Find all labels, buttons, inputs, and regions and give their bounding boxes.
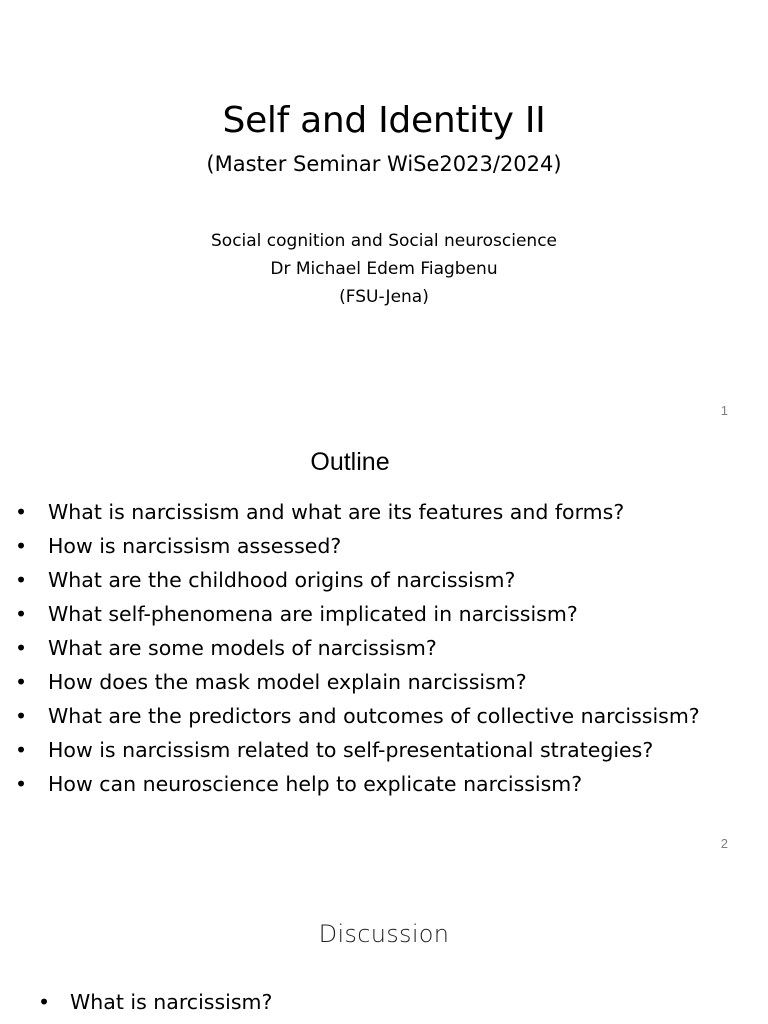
slide-3 bbox=[0, 860, 768, 1024]
list-item bbox=[0, 498, 700, 532]
list-item-text: What is narcissism? bbox=[70, 990, 273, 1014]
list-item bbox=[0, 566, 700, 600]
bullet-icon: • bbox=[15, 568, 28, 592]
list-item-text: What are the predictors and outcomes of collective narcissism? bbox=[48, 704, 700, 728]
institution: (FSU-Jena) bbox=[339, 287, 429, 307]
list-item-text: How is narcissism related to self-presentational strategies? bbox=[48, 738, 654, 762]
bullet-icon: • bbox=[38, 990, 51, 1014]
slide-title: Outline bbox=[310, 448, 390, 476]
slide-subtitle: (Master Seminar WiSe2023/2024) bbox=[206, 152, 562, 176]
course-line: Social cognition and Social neuroscience bbox=[211, 231, 557, 251]
list-item-text: How can neuroscience help to explicate narcissism? bbox=[48, 772, 583, 796]
list-item-text: What self-phenomena are implicated in narcissism? bbox=[48, 602, 578, 626]
slide-title: Discussion bbox=[318, 920, 450, 948]
list-item-text: How is narcissism assessed? bbox=[48, 534, 342, 558]
list-item-text: What is narcissism and what are its features and forms? bbox=[48, 500, 625, 524]
bullet-icon: • bbox=[15, 772, 28, 796]
presenter-info bbox=[0, 227, 768, 311]
bullet-icon: • bbox=[15, 500, 28, 524]
list-item bbox=[0, 770, 700, 804]
page-number: 1 bbox=[720, 403, 728, 418]
bullet-icon: • bbox=[15, 636, 28, 660]
bullet-icon: • bbox=[15, 534, 28, 558]
discussion-list bbox=[0, 988, 272, 1016]
slide-title: Self and Identity II bbox=[222, 100, 546, 141]
list-item-text: What are the childhood origins of narcissism? bbox=[48, 568, 516, 592]
list-item bbox=[0, 634, 700, 668]
slide-1 bbox=[0, 0, 768, 430]
list-item-text: How does the mask model explain narcissism? bbox=[48, 670, 527, 694]
outline-list bbox=[0, 498, 700, 804]
list-item bbox=[0, 532, 700, 566]
bullet-icon: • bbox=[15, 670, 28, 694]
list-item bbox=[0, 736, 700, 770]
page-number: 2 bbox=[720, 836, 728, 851]
slide-2 bbox=[0, 430, 768, 860]
list-item bbox=[0, 988, 272, 1016]
list-item bbox=[0, 668, 700, 702]
list-item bbox=[0, 702, 700, 736]
list-item bbox=[0, 600, 700, 634]
presenter-name: Dr Michael Edem Fiagbenu bbox=[270, 259, 498, 279]
bullet-icon: • bbox=[15, 602, 28, 626]
bullet-icon: • bbox=[15, 738, 28, 762]
list-item-text: What are some models of narcissism? bbox=[48, 636, 437, 660]
bullet-icon: • bbox=[15, 704, 28, 728]
